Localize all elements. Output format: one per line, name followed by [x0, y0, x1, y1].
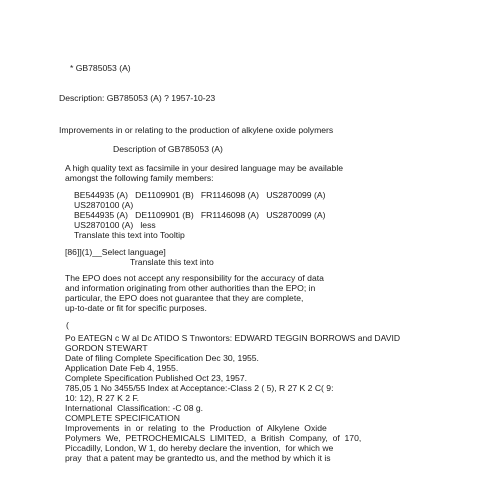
description-of: Description of GB785053 (A): [113, 144, 223, 154]
body-line: Date of filing Complete Specification Dec 30, 1955.: [65, 353, 259, 363]
body-line: GORDON STEWART: [65, 343, 148, 353]
family-members-line[interactable]: US2870100 (A) less: [74, 220, 156, 230]
body-line: 785,05 1 No 3455/55 Index at Acceptance:-Class 2 ( 5), R 27 K 2 C( 9:: [65, 383, 334, 393]
disclaimer-line: and information originating from other authorities than the EPO; in: [65, 283, 316, 293]
doc-id: * GB785053 (A): [70, 63, 131, 73]
body-line: Piccadilly, London, W 1, do hereby declare the invention, for which we: [65, 443, 334, 453]
body-line: COMPLETE SPECIFICATION: [65, 413, 180, 423]
family-members-line[interactable]: US2870100 (A): [74, 200, 134, 210]
body-line: Po EATEGN c W al Dc ATIDO S Tnwontors: EDWARD TEGGIN BORROWS and DAVID: [65, 333, 401, 343]
body-line: Application Date Feb 4, 1955.: [65, 363, 179, 373]
family-members-line[interactable]: BE544935 (A) DE1109901 (B) FR1146098 (A) US2870099 (A): [74, 190, 326, 200]
paren-mark: (: [66, 320, 69, 330]
document-title: Improvements in or relating to the production of alkylene oxide polymers: [59, 125, 334, 135]
translate-tooltip[interactable]: Translate this text into Tooltip: [74, 230, 185, 240]
disclaimer-line: up-to-date or fit for specific purposes.: [65, 303, 207, 313]
select-language[interactable]: [86]](1)__Select language]: [65, 247, 166, 257]
body-line: Polymers We, PETROCHEMICALS LIMITED, a British Company, of 170,: [65, 433, 362, 443]
body-line: Complete Specification Published Oct 23, 1957.: [65, 373, 248, 383]
intro-line-2: amongst the following family members:: [65, 173, 214, 183]
body-line: International Classification: -C 08 g.: [65, 403, 204, 413]
description-header: Description: GB785053 (A) ? 1957-10-23: [59, 93, 216, 103]
disclaimer-line: The EPO does not accept any responsibility for the accuracy of data: [65, 273, 324, 283]
body-line: pray that a patent may be grantedto us, and the method by which it is: [65, 453, 331, 463]
translate-into[interactable]: Translate this text into: [130, 257, 214, 267]
disclaimer-line: particular, the EPO does not guarantee that they are complete,: [65, 293, 304, 303]
body-line: 10: 12), R 27 K 2 F.: [65, 393, 140, 403]
body-line: Improvements in or relating to the Production of Alkylene Oxide: [65, 423, 327, 433]
family-members-line[interactable]: BE544935 (A) DE1109901 (B) FR1146098 (A) US2870099 (A): [74, 210, 326, 220]
intro-line-1: A high quality text as facsimile in your desired language may be available: [65, 163, 344, 173]
